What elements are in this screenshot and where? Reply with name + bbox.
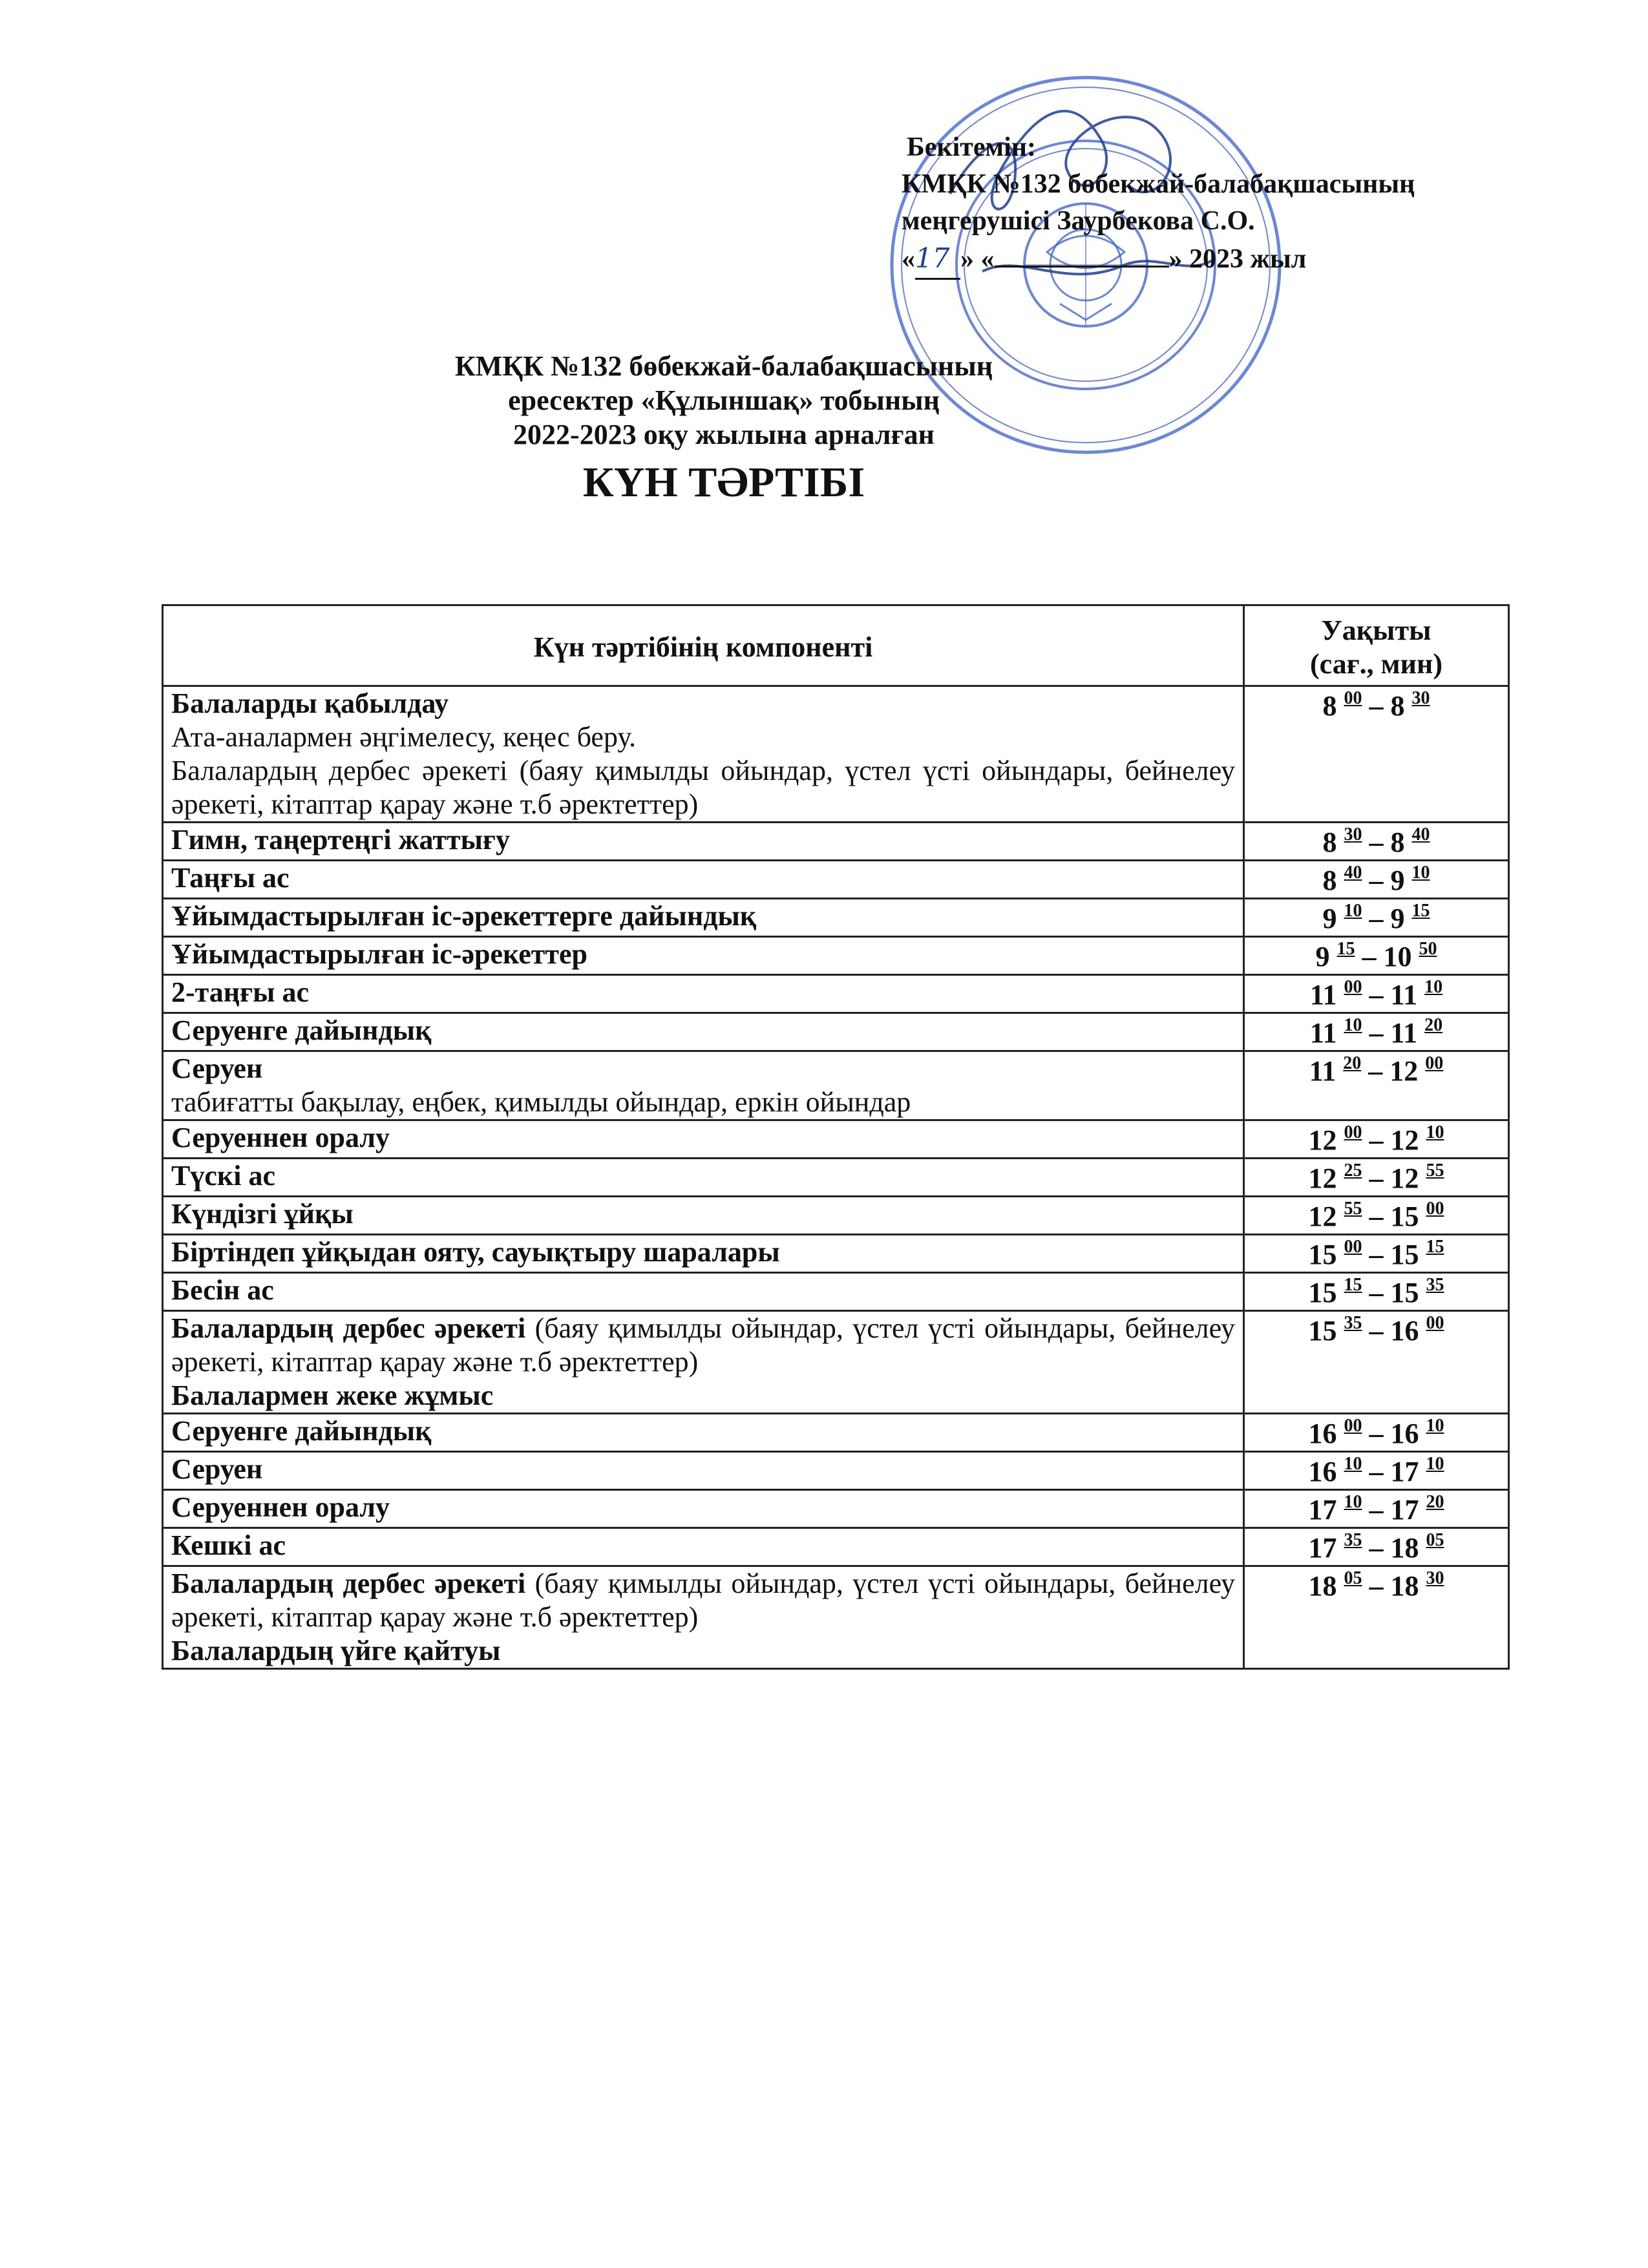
time-separator: – xyxy=(1362,941,1377,972)
time-end-hour: 15 xyxy=(1390,1277,1419,1308)
time-end-hour: 8 xyxy=(1390,690,1405,722)
time-start-minutes: 00 xyxy=(1344,688,1362,708)
time-start-hour: 12 xyxy=(1308,1124,1337,1156)
time-start-hour: 15 xyxy=(1308,1239,1337,1270)
time-separator: – xyxy=(1369,1124,1384,1156)
component-note: Ата-аналармен әңгімелесу, кеңес беру. xyxy=(171,721,636,753)
time-separator: – xyxy=(1369,1162,1384,1194)
schedule-time-cell xyxy=(1244,1197,1509,1235)
schedule-component-cell xyxy=(163,1013,1244,1051)
component-title: Күндізгі ұйқы xyxy=(171,1198,354,1230)
time-end-hour: 15 xyxy=(1390,1201,1419,1232)
time-start-minutes: 15 xyxy=(1344,1275,1362,1295)
heading-organization: КМҚК №132 бөбекжай-балабақшасының xyxy=(454,350,993,382)
table-row xyxy=(163,937,1509,975)
component-description xyxy=(171,1567,1235,1634)
component-title: Бесін ас xyxy=(171,1274,274,1306)
heading-group: ересектер «Құлыншақ» тобының xyxy=(508,384,940,416)
component-subtitle: Балалардың үйге қайтуы xyxy=(171,1635,501,1666)
time-start-hour: 17 xyxy=(1308,1532,1337,1564)
time-end-hour: 12 xyxy=(1390,1124,1419,1156)
time-separator: – xyxy=(1369,979,1384,1011)
table-row xyxy=(163,1120,1509,1159)
component-title: Ұйымдастырылған іс-әрекеттер xyxy=(171,938,587,970)
page-title: КҮН ТӘРТІБІ xyxy=(582,459,865,506)
table-row xyxy=(163,823,1509,861)
time-start-hour: 8 xyxy=(1322,826,1337,858)
time-end-hour: 16 xyxy=(1390,1315,1419,1347)
schedule-component-cell xyxy=(163,1452,1244,1490)
table-row xyxy=(163,1051,1509,1120)
time-end-minutes: 05 xyxy=(1426,1530,1444,1550)
table-row xyxy=(163,1311,1509,1414)
time-end-hour: 17 xyxy=(1390,1456,1419,1487)
schedule-time-cell xyxy=(1244,1013,1509,1051)
time-start-minutes: 10 xyxy=(1344,1454,1362,1474)
schedule-time-cell xyxy=(1244,1566,1509,1669)
time-end-hour: 11 xyxy=(1390,979,1418,1011)
schedule-time-cell xyxy=(1244,1235,1509,1273)
schedule-time-cell xyxy=(1244,1120,1509,1159)
table-row xyxy=(163,861,1509,899)
component-title: Серуеннен оралу xyxy=(171,1122,390,1153)
time-start-minutes: 10 xyxy=(1344,1492,1362,1512)
date-year: » 2023 жыл xyxy=(1168,244,1307,274)
time-end-minutes: 50 xyxy=(1419,939,1437,959)
time-start-hour: 9 xyxy=(1322,903,1337,934)
component-title: Серуен xyxy=(171,1053,263,1084)
time-end-minutes: 30 xyxy=(1426,1568,1444,1588)
approval-organization: КМҚК №132 бөбекжай-балабақшасының xyxy=(902,169,1415,199)
time-end-minutes: 00 xyxy=(1426,1313,1444,1333)
table-row xyxy=(163,686,1509,823)
time-separator: – xyxy=(1369,1277,1384,1308)
time-end-hour: 17 xyxy=(1390,1494,1419,1526)
schedule-component-cell xyxy=(163,899,1244,937)
schedule-component-cell xyxy=(163,861,1244,899)
time-separator: – xyxy=(1369,903,1384,934)
date-month-blank xyxy=(995,266,1169,268)
schedule-component-cell xyxy=(163,975,1244,1013)
schedule-time-cell xyxy=(1244,1311,1509,1414)
time-end-hour: 12 xyxy=(1389,1055,1419,1087)
time-end-minutes: 55 xyxy=(1426,1160,1444,1181)
schedule-time-cell xyxy=(1244,861,1509,899)
time-end-minutes: 10 xyxy=(1426,1122,1444,1142)
schedule-component-cell xyxy=(163,1235,1244,1273)
time-start-hour: 11 xyxy=(1309,1055,1336,1087)
time-start-minutes: 35 xyxy=(1344,1530,1362,1550)
component-title: Біртіндеп ұйқыдан ояту, сауықтыру шаралары xyxy=(171,1236,780,1268)
time-end-hour: 12 xyxy=(1390,1162,1419,1194)
time-end-minutes: 00 xyxy=(1426,1199,1444,1219)
time-start-hour: 16 xyxy=(1308,1456,1337,1487)
table-row xyxy=(163,1414,1509,1452)
schedule-time-cell xyxy=(1244,1273,1509,1311)
approval-date xyxy=(902,240,1548,280)
time-start-hour: 12 xyxy=(1308,1201,1337,1232)
time-separator: – xyxy=(1369,1017,1384,1049)
time-start-minutes: 10 xyxy=(1344,901,1362,921)
time-end-hour: 10 xyxy=(1383,941,1412,972)
daily-schedule-table xyxy=(162,604,1510,1670)
approval-block xyxy=(902,129,1548,280)
header-component: Күн тәртібінің компоненті xyxy=(163,605,1244,686)
table-row xyxy=(163,1159,1509,1197)
time-start-minutes: 10 xyxy=(1344,1015,1362,1035)
date-day-blank xyxy=(915,240,960,280)
time-start-hour: 11 xyxy=(1309,1017,1337,1049)
time-start-minutes: 25 xyxy=(1344,1160,1362,1181)
component-title: Кешкі ас xyxy=(171,1529,286,1561)
table-row xyxy=(163,1566,1509,1669)
schedule-component-cell xyxy=(163,1414,1244,1452)
time-end-hour: 9 xyxy=(1390,865,1405,896)
time-separator: – xyxy=(1369,1532,1384,1564)
time-end-minutes: 35 xyxy=(1426,1275,1444,1295)
schedule-component-cell xyxy=(163,686,1244,823)
table-row xyxy=(163,1452,1509,1490)
component-title: 2-таңғы ас xyxy=(171,976,310,1008)
time-end-minutes: 10 xyxy=(1426,1416,1444,1436)
time-end-hour: 15 xyxy=(1390,1239,1419,1270)
table-row xyxy=(163,1273,1509,1311)
time-end-hour: 8 xyxy=(1390,826,1405,858)
time-end-minutes: 20 xyxy=(1424,1015,1443,1035)
schedule-time-cell xyxy=(1244,937,1509,975)
schedule-component-cell xyxy=(163,1197,1244,1235)
time-separator: – xyxy=(1369,1456,1384,1487)
component-description xyxy=(171,1312,1235,1379)
time-start-minutes: 55 xyxy=(1344,1199,1362,1219)
schedule-component-cell xyxy=(163,1120,1244,1159)
schedule-time-cell xyxy=(1244,823,1509,861)
time-start-hour: 9 xyxy=(1315,941,1330,972)
schedule-time-cell xyxy=(1244,1452,1509,1490)
time-separator: – xyxy=(1368,1055,1383,1087)
date-day-handwritten: 17 xyxy=(915,242,950,274)
time-end-minutes: 00 xyxy=(1425,1053,1444,1073)
document-heading xyxy=(239,349,1209,511)
component-title: Серуен xyxy=(171,1453,263,1485)
component-title: Балалардың дербес әрекеті xyxy=(171,1312,526,1344)
component-title: Ұйымдастырылған іс-әрекеттерге дайындық xyxy=(171,900,757,932)
component-subtitle: Балалармен жеке жұмыс xyxy=(171,1380,494,1411)
time-end-minutes: 10 xyxy=(1426,1454,1444,1474)
time-end-minutes: 10 xyxy=(1411,863,1430,883)
time-separator: – xyxy=(1369,1315,1384,1347)
time-start-hour: 8 xyxy=(1322,865,1337,896)
time-start-minutes: 40 xyxy=(1344,863,1362,883)
component-title: Серуенге дайындық xyxy=(171,1014,432,1046)
component-title: Серуеннен оралу xyxy=(171,1491,390,1523)
time-end-hour: 18 xyxy=(1390,1570,1419,1602)
time-start-hour: 15 xyxy=(1308,1315,1337,1347)
time-start-minutes: 00 xyxy=(1344,1237,1362,1257)
component-title: Түскі ас xyxy=(171,1160,275,1192)
schedule-component-cell xyxy=(163,823,1244,861)
time-start-hour: 12 xyxy=(1308,1162,1337,1194)
time-separator: – xyxy=(1369,1201,1384,1232)
schedule-component-cell xyxy=(163,1159,1244,1197)
schedule-component-cell xyxy=(163,1311,1244,1414)
component-title: Таңғы ас xyxy=(171,862,290,894)
schedule-component-cell xyxy=(163,1566,1244,1669)
schedule-component-cell xyxy=(163,1528,1244,1566)
date-mid-quote: » « xyxy=(960,244,995,274)
header-time: Уақыты (сағ., мин) xyxy=(1244,605,1509,686)
component-title: Балалардың дербес әрекеті xyxy=(171,1568,526,1599)
time-start-hour: 16 xyxy=(1308,1418,1337,1449)
time-end-minutes: 10 xyxy=(1424,977,1443,997)
time-end-hour: 9 xyxy=(1390,903,1405,934)
component-title: Балаларды қабылдау xyxy=(171,688,449,719)
table-row xyxy=(163,975,1509,1013)
table-row xyxy=(163,1490,1509,1528)
time-start-minutes: 00 xyxy=(1344,977,1362,997)
table-row xyxy=(163,1528,1509,1566)
heading-year: 2022-2023 оқу жылына арналған xyxy=(513,419,935,450)
time-start-minutes: 15 xyxy=(1336,939,1355,959)
time-end-minutes: 40 xyxy=(1411,824,1430,845)
time-start-minutes: 05 xyxy=(1344,1568,1362,1588)
component-title: Гимн, таңертеңгі жаттығу xyxy=(171,824,510,856)
component-note: (баяу қимылды ойындар, үстел үсті ойындары, бейнелеу әрекеті, кітаптар қарау және т.б әректеттер) xyxy=(171,1568,1235,1633)
time-start-hour: 8 xyxy=(1322,690,1337,722)
table-row xyxy=(163,1235,1509,1273)
time-start-hour: 15 xyxy=(1308,1277,1337,1308)
schedule-component-cell xyxy=(163,1490,1244,1528)
component-title: Серуенге дайындық xyxy=(171,1415,432,1447)
schedule-time-cell xyxy=(1244,1490,1509,1528)
time-start-hour: 18 xyxy=(1308,1570,1337,1602)
schedule-component-cell xyxy=(163,937,1244,975)
table-row xyxy=(163,1013,1509,1051)
schedule-time-cell xyxy=(1244,1414,1509,1452)
approval-label: Бекітемін: xyxy=(907,132,1037,162)
time-separator: – xyxy=(1369,1239,1384,1270)
time-separator: – xyxy=(1369,826,1384,858)
time-end-hour: 11 xyxy=(1390,1017,1418,1049)
component-note: Балалардың дербес әрекеті (баяу қимылды ойындар, үстел үсті ойындары, бейнелеу әрекеті, кітаптар қарау және т.б әректеттер) xyxy=(171,755,1235,820)
component-note: (баяу қимылды ойындар, үстел үсті ойындары, бейнелеу әрекеті, кітаптар қарау және т.б әректеттер) xyxy=(171,1312,1235,1378)
time-separator: – xyxy=(1369,865,1384,896)
schedule-time-cell xyxy=(1244,1159,1509,1197)
schedule-component-cell xyxy=(163,1051,1244,1120)
table-header-row xyxy=(163,605,1509,686)
time-start-hour: 17 xyxy=(1308,1494,1337,1526)
time-start-minutes: 35 xyxy=(1344,1313,1362,1333)
schedule-time-cell xyxy=(1244,1528,1509,1566)
time-start-minutes: 20 xyxy=(1343,1053,1362,1073)
table-row xyxy=(163,899,1509,937)
date-open-quote: « xyxy=(902,244,915,274)
schedule-time-cell xyxy=(1244,975,1509,1013)
time-end-hour: 16 xyxy=(1390,1418,1419,1449)
time-separator: – xyxy=(1369,1418,1384,1449)
time-end-minutes: 20 xyxy=(1426,1492,1444,1512)
table-row xyxy=(163,1197,1509,1235)
schedule-time-cell xyxy=(1244,899,1509,937)
time-start-minutes: 00 xyxy=(1344,1122,1362,1142)
approval-head-name: меңгерушісі Заурбекова С.О. xyxy=(902,206,1255,236)
time-start-hour: 11 xyxy=(1309,979,1337,1011)
time-separator: – xyxy=(1369,1494,1384,1526)
time-end-minutes: 30 xyxy=(1411,688,1430,708)
schedule-time-cell xyxy=(1244,686,1509,823)
time-end-hour: 18 xyxy=(1390,1532,1419,1564)
time-separator: – xyxy=(1369,690,1384,722)
schedule-time-cell xyxy=(1244,1051,1509,1120)
time-start-minutes: 00 xyxy=(1344,1416,1362,1436)
time-end-minutes: 15 xyxy=(1411,901,1430,921)
schedule-component-cell xyxy=(163,1273,1244,1311)
component-note: табиғатты бақылау, еңбек, қимылды ойындар, еркін ойындар xyxy=(171,1086,911,1118)
time-start-minutes: 30 xyxy=(1344,824,1362,845)
time-end-minutes: 15 xyxy=(1426,1237,1444,1257)
time-separator: – xyxy=(1369,1570,1384,1602)
